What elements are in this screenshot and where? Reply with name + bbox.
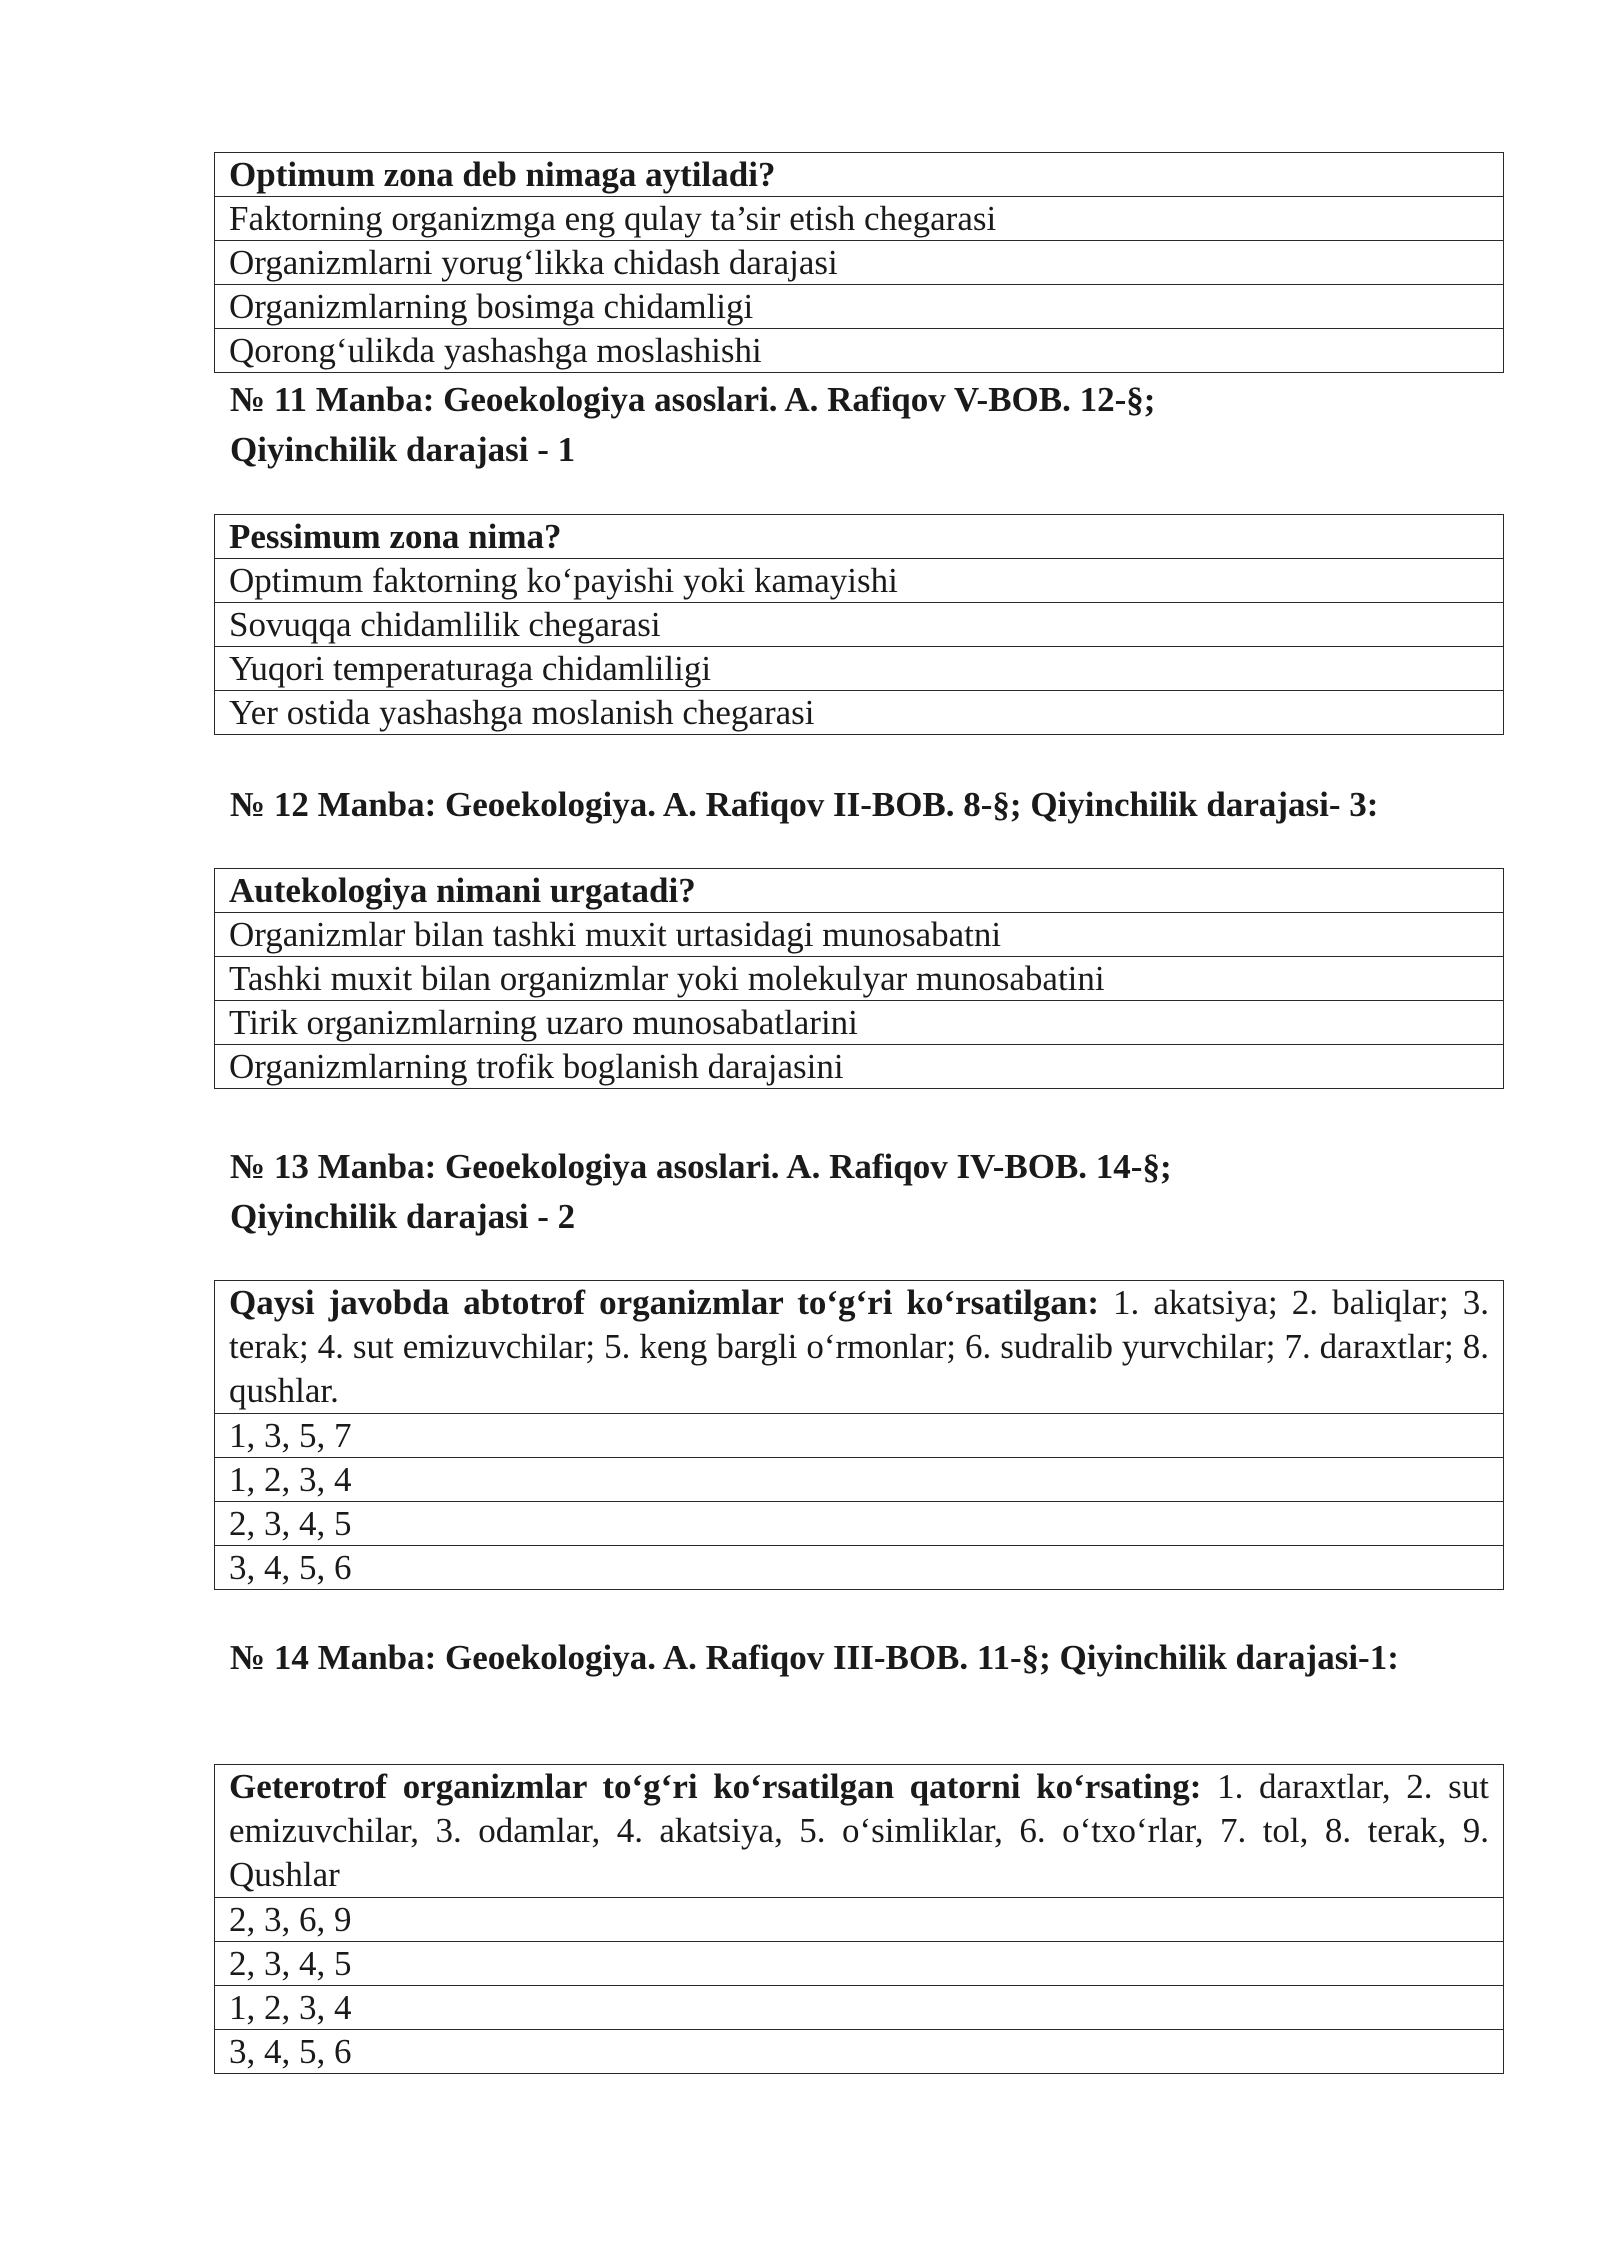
- answer-row: [215, 647, 1504, 691]
- source-line: № 13 Manba: Geoekologiya asoslari. A. Rafiqov IV-BOB. 14-§;: [230, 1147, 1172, 1186]
- question-bold: Qaysi javobda abtotrof organizmlar to‘g‘ri ko‘rsatilgan:: [229, 1283, 1099, 1322]
- answer-row: [215, 1502, 1504, 1546]
- answer-text: Organizmlarning trofik boglanish darajasini: [215, 1045, 1504, 1089]
- question-options: 1. akatsiya; 2. baliqlar; 3. terak; 4. sut emizuvchilar; 5. keng bargli o‘rmonlar; 6. sudralib yurvchilar; 7. daraxtlar; 8. qushlar.: [229, 1283, 1489, 1410]
- answer-row: [215, 241, 1504, 285]
- answer-text: Optimum faktorning ko‘payishi yoki kamayishi: [215, 559, 1504, 603]
- answer-row: [215, 1414, 1504, 1458]
- question-text: [215, 1765, 1504, 1898]
- answer-text: 1, 2, 3, 4: [215, 1458, 1504, 1502]
- answer-text: 3, 4, 5, 6: [215, 1546, 1504, 1590]
- answer-text: 2, 3, 4, 5: [215, 1942, 1504, 1986]
- answer-row: [215, 197, 1504, 241]
- answer-text: 1, 3, 5, 7: [215, 1414, 1504, 1458]
- answer-row: [215, 1898, 1504, 1942]
- answer-row: [215, 691, 1504, 735]
- answer-text: Yuqori temperaturaga chidamliligi: [215, 647, 1504, 691]
- answer-text: Tashki muxit bilan organizmlar yoki molekulyar munosabatini: [215, 957, 1504, 1001]
- question-options: 1. daraxtlar, 2. sut emizuvchilar, 3. odamlar, 4. akatsiya, 5. o‘simliklar, 6. o‘txo‘rlar, 7. tol, 8. terak, 9. Qushlar: [229, 1767, 1490, 1894]
- answer-row: [215, 1458, 1504, 1502]
- answer-row: [215, 1001, 1504, 1045]
- answer-row: [215, 603, 1504, 647]
- answer-row: [215, 329, 1504, 373]
- difficulty-line: Qiyinchilik darajasi - 2: [230, 1197, 576, 1236]
- answer-text: Faktorning organizmga eng qulay ta’sir etish chegarasi: [215, 197, 1504, 241]
- question-table-abtotrof: [214, 1280, 1504, 1590]
- answer-text: Tirik organizmlarning uzaro munosabatlarini: [215, 1001, 1504, 1045]
- answer-row: [215, 1986, 1504, 2030]
- question-table-geterotrof: [214, 1764, 1504, 2074]
- question-text: Pessimum zona nima?: [215, 515, 1504, 559]
- question-text: Autekologiya nimani urgatadi?: [215, 869, 1504, 913]
- answer-text: 1, 2, 3, 4: [215, 1986, 1504, 2030]
- difficulty-line: Qiyinchilik darajasi - 1: [230, 430, 576, 469]
- answer-row: [215, 285, 1504, 329]
- answer-row: [215, 957, 1504, 1001]
- answer-row: [215, 2030, 1504, 2074]
- answer-text: Organizmlarni yorug‘likka chidash darajasi: [215, 241, 1504, 285]
- source-line: № 11 Manba: Geoekologiya asoslari. A. Rafiqov V-BOB. 12-§;: [230, 380, 1156, 419]
- question-text: [215, 1281, 1504, 1414]
- answer-text: Organizmlar bilan tashki muxit urtasidagi munosabatni: [215, 913, 1504, 957]
- source-line: № 14 Manba: Geoekologiya. A. Rafiqov III-BOB. 11-§; Qiyinchilik darajasi-1:: [230, 1638, 1399, 1677]
- answer-row: [215, 1546, 1504, 1590]
- answer-text: 2, 3, 6, 9: [215, 1898, 1504, 1942]
- answer-row: [215, 1045, 1504, 1089]
- answer-row: [215, 559, 1504, 603]
- source-line: № 12 Manba: Geoekologiya. A. Rafiqov II-BOB. 8-§; Qiyinchilik darajasi- 3:: [230, 785, 1379, 824]
- answer-text: Organizmlarning bosimga chidamligi: [215, 285, 1504, 329]
- question-row: [215, 153, 1504, 197]
- answer-text: 2, 3, 4, 5: [215, 1502, 1504, 1546]
- question-table-pessimum: [214, 514, 1504, 735]
- answer-text: Yer ostida yashashga moslanish chegarasi: [215, 691, 1504, 735]
- question-text: Optimum zona deb nimaga aytiladi?: [215, 153, 1504, 197]
- question-table-optimum: [214, 152, 1504, 373]
- question-bold: Geterotrof organizmlar to‘g‘ri ko‘rsatilgan qatorni ko‘rsating:: [229, 1767, 1202, 1806]
- question-row: [215, 869, 1504, 913]
- question-row: [215, 1765, 1504, 1898]
- answer-row: [215, 1942, 1504, 1986]
- answer-text: 3, 4, 5, 6: [215, 2030, 1504, 2074]
- answer-row: [215, 913, 1504, 957]
- question-row: [215, 1281, 1504, 1414]
- question-row: [215, 515, 1504, 559]
- answer-text: Qorong‘ulikda yashashga moslashishi: [215, 329, 1504, 373]
- answer-text: Sovuqqa chidamlilik chegarasi: [215, 603, 1504, 647]
- question-table-autekologiya: [214, 868, 1504, 1089]
